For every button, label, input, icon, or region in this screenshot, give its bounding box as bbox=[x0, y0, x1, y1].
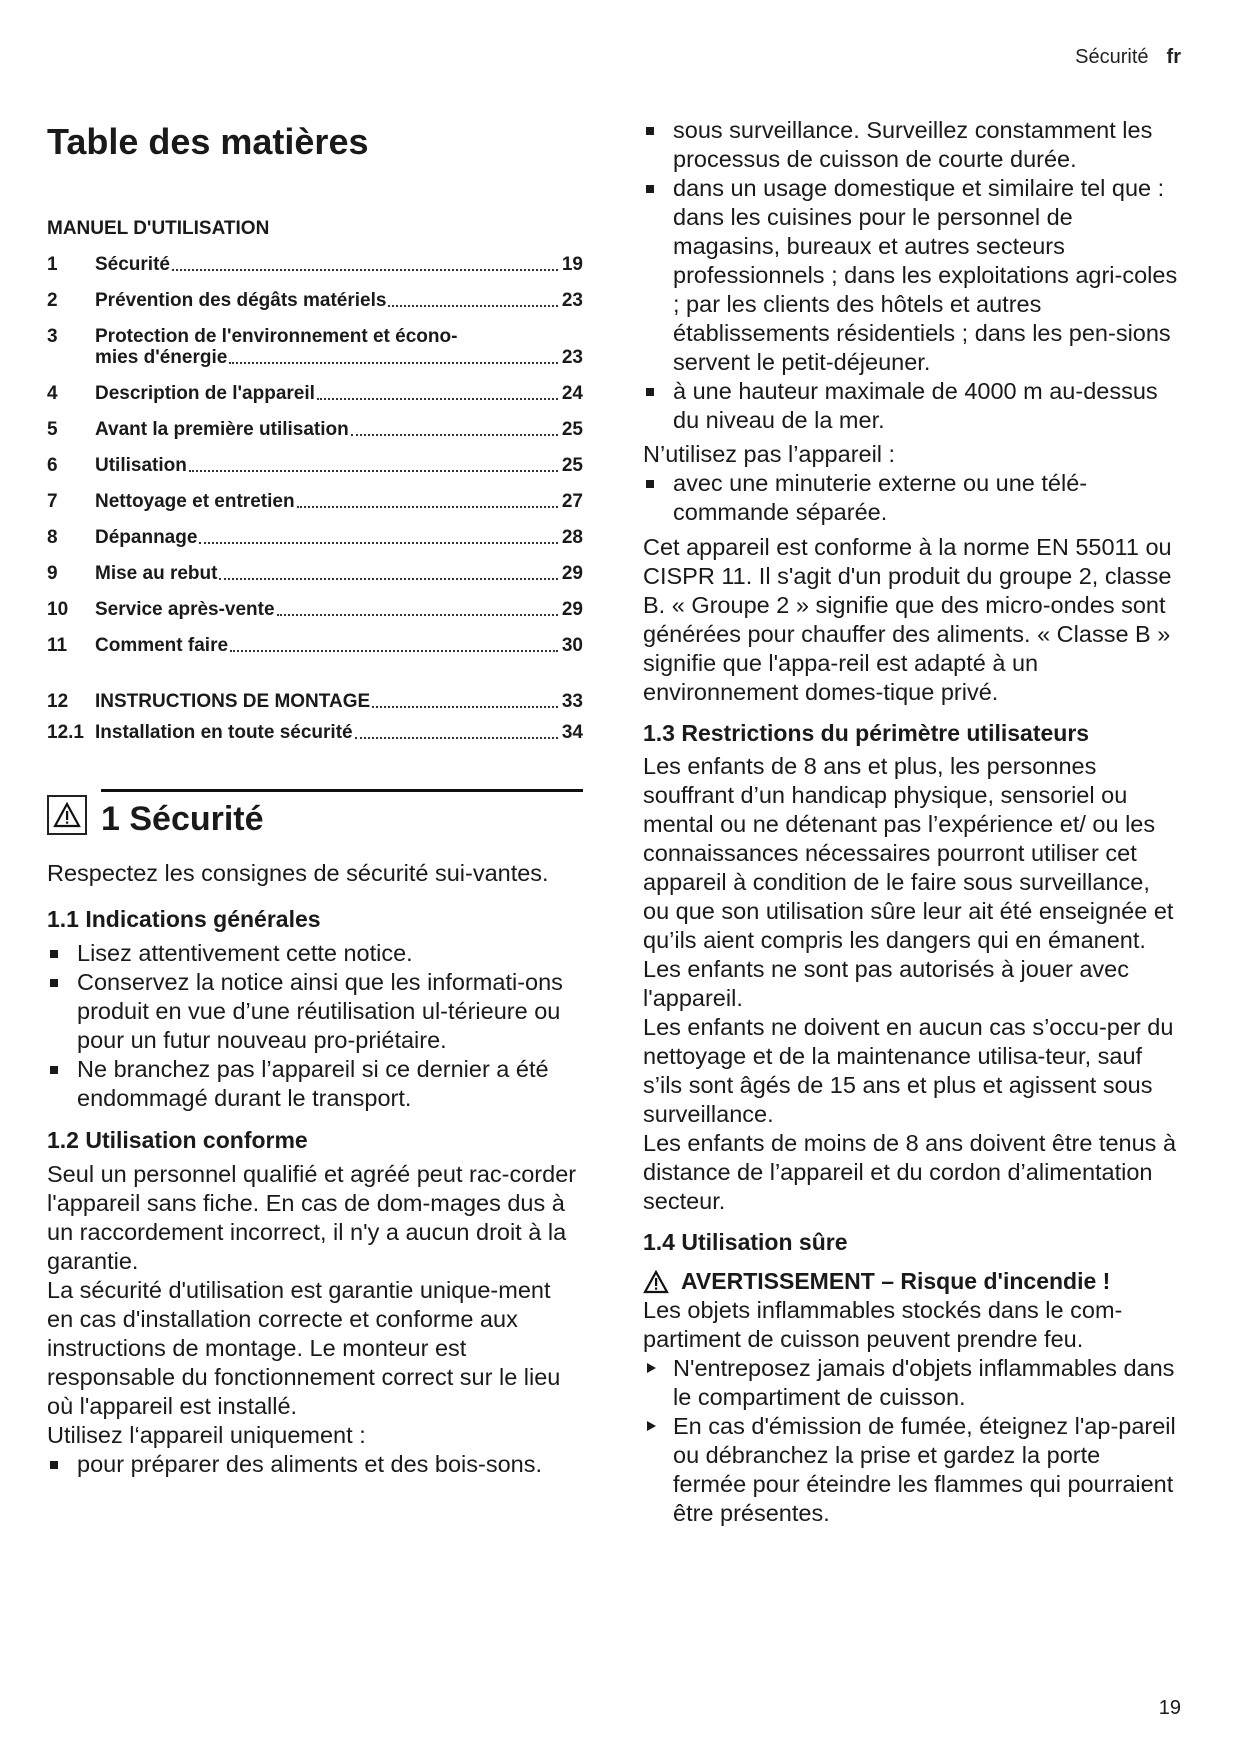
section-heading bbox=[47, 789, 583, 839]
warning-heading bbox=[643, 1267, 1179, 1296]
intended-use-list bbox=[47, 1450, 583, 1479]
conformity-paragraph: Cet appareil est conforme à la norme EN 55011 ou CISPR 11. Il s'agit d'un produit du groupe 2, classe B. « Groupe 2 » signifie que des micro-ondes sont générées pour chauffer des aliments. « Classe B » signifie que l'appa-reil est adapté à un environnement domes-tique privé. bbox=[643, 534, 1172, 705]
toc-entry[interactable]: 12.1 Installation en toute sécurité 34 bbox=[47, 722, 583, 744]
header-section: Sécurité bbox=[1075, 46, 1149, 68]
list-item: Ne branchez pas l’appareil si ce dernier a été endommagé durant le transport. bbox=[47, 1055, 583, 1113]
warning-icon bbox=[643, 1270, 669, 1294]
paragraph: Les enfants ne doivent en aucun cas s’occu-per du nettoyage et de la maintenance utilisa-teur, sauf s’ils sont âgés de 15 ans et plus et agissent sous surveillance. bbox=[643, 1014, 1174, 1127]
paragraph: Les enfants de moins de 8 ans doivent être tenus à distance de l’appareil et du cordon d’alimentation secteur. bbox=[643, 1130, 1177, 1214]
toc-entry[interactable]: 2 Prévention des dégâts matériels 23 bbox=[47, 290, 583, 312]
right-column bbox=[643, 116, 1179, 1528]
list-item: sous surveillance. Surveillez constamment les processus de cuisson de courte durée. bbox=[643, 116, 1179, 174]
heading-1-2: 1.2 Utilisation conforme bbox=[47, 1127, 308, 1154]
paragraph: Seul un personnel qualifié et agréé peut rac-corder l'appareil sans fiche. En cas de dom-mages dus à un raccordement incorrect, il n'y a aucun droit à la garantie. bbox=[47, 1161, 577, 1275]
not-use-list bbox=[643, 469, 1179, 527]
list-item: pour préparer des aliments et des bois-sons. bbox=[47, 1450, 583, 1479]
toc-entry[interactable]: 9 Mise au rebut 29 bbox=[47, 563, 583, 585]
toc-entry[interactable]: 7 Nettoyage et entretien 27 bbox=[47, 491, 583, 513]
heading-1-1: 1.1 Indications générales bbox=[47, 906, 321, 933]
toc-entry[interactable]: 3 Protection de l'environnement et écono- mies d'énergie 23 bbox=[47, 326, 583, 369]
heading-1-4: 1.4 Utilisation sûre bbox=[643, 1229, 848, 1255]
intended-use-list-continued bbox=[643, 116, 1179, 435]
paragraph: Les enfants de 8 ans et plus, les personnes souffrant d’un handicap physique, sensoriel ou mental ou ne détenant pas l’expérience et/ ou les connaissances nécessaires pourront utiliser cet appareil à condition de le faire sous surveillance, ou que son utilisation sûre leur ait été enseignée et qu’ils aient compris les dangers qui en émanent. bbox=[643, 753, 1174, 953]
section-title: 1 Sécurité bbox=[101, 800, 264, 839]
list-item: En cas d'émission de fumée, éteignez l'ap-pareil ou débranchez la prise et gardez la porte fermée pour éteindre les flammes qui pourraient être présentes. bbox=[643, 1412, 1179, 1528]
toc-entry[interactable]: 10 Service après-vente 29 bbox=[47, 599, 583, 621]
action-list bbox=[643, 1354, 1179, 1528]
list-item: N'entreposez jamais d'objets inflammables dans le compartiment de cuisson. bbox=[643, 1354, 1179, 1412]
toc-entry[interactable]: 5 Avant la première utilisation 25 bbox=[47, 419, 583, 441]
list-item: Conservez la notice ainsi que les informati-ons produit en vue d’une réutilisation ul-térieure ou pour un futur nouveau pro-priétaire. bbox=[47, 968, 583, 1055]
page-number: 19 bbox=[1158, 1697, 1181, 1719]
header-language: fr bbox=[1166, 46, 1181, 68]
warning-text: Les objets inflammables stockés dans le com-partiment de cuisson peuvent prendre feu. bbox=[643, 1297, 1123, 1352]
table-of-contents bbox=[47, 254, 583, 743]
list-item: Lisez attentivement cette notice. bbox=[47, 939, 583, 968]
section-intro: Respectez les consignes de sécurité sui-vantes. bbox=[47, 860, 549, 887]
page-header bbox=[1075, 46, 1181, 69]
list-item: avec une minuterie externe ou une télé-commande séparée. bbox=[643, 469, 1179, 527]
paragraph: N’utilisez pas l’appareil : bbox=[643, 441, 896, 467]
left-column bbox=[47, 110, 583, 1479]
toc-entry[interactable]: 1 Sécurité 19 bbox=[47, 254, 583, 276]
warning-title: AVERTISSEMENT – Risque d'incendie ! bbox=[681, 1268, 1111, 1294]
paragraph: Utilisez l‘appareil uniquement : bbox=[47, 1422, 366, 1449]
toc-entry[interactable]: 4 Description de l'appareil 24 bbox=[47, 383, 583, 405]
toc-entry[interactable]: 12 INSTRUCTIONS DE MONTAGE 33 bbox=[47, 691, 583, 713]
toc-entry[interactable]: 8 Dépannage 28 bbox=[47, 527, 583, 549]
list-item: à une hauteur maximale de 4000 m au-dessus du niveau de la mer. bbox=[643, 377, 1179, 435]
toc-title: Table des matières bbox=[47, 121, 369, 162]
toc-entry[interactable]: 6 Utilisation 25 bbox=[47, 455, 583, 477]
list-item: dans un usage domestique et similaire tel que : dans les cuisines pour le personnel de magasins, bureaux et autres secteurs professionnels ; dans les exploitations agri-coles ; par les clients des hôtels et autres établissements résidentiels ; dans les pen-sions servent le petit-déjeuner. bbox=[643, 174, 1179, 377]
manual-label: MANUEL D'UTILISATION bbox=[47, 218, 270, 240]
toc-entry[interactable]: 11 Comment faire 30 bbox=[47, 635, 583, 657]
paragraph: La sécurité d'utilisation est garantie unique-ment en cas d'installation correcte et conforme aux instructions de montage. Le monteur est responsable du fonctionnement correct sur le lieu où l'appareil est installé. bbox=[47, 1277, 561, 1420]
warning-triangle-icon bbox=[47, 795, 87, 835]
general-indications-list bbox=[47, 939, 583, 1113]
heading-1-3: 1.3 Restrictions du périmètre utilisateurs bbox=[643, 720, 1090, 746]
paragraph: Les enfants ne sont pas autorisés à jouer avec l'appareil. bbox=[643, 956, 1129, 1011]
